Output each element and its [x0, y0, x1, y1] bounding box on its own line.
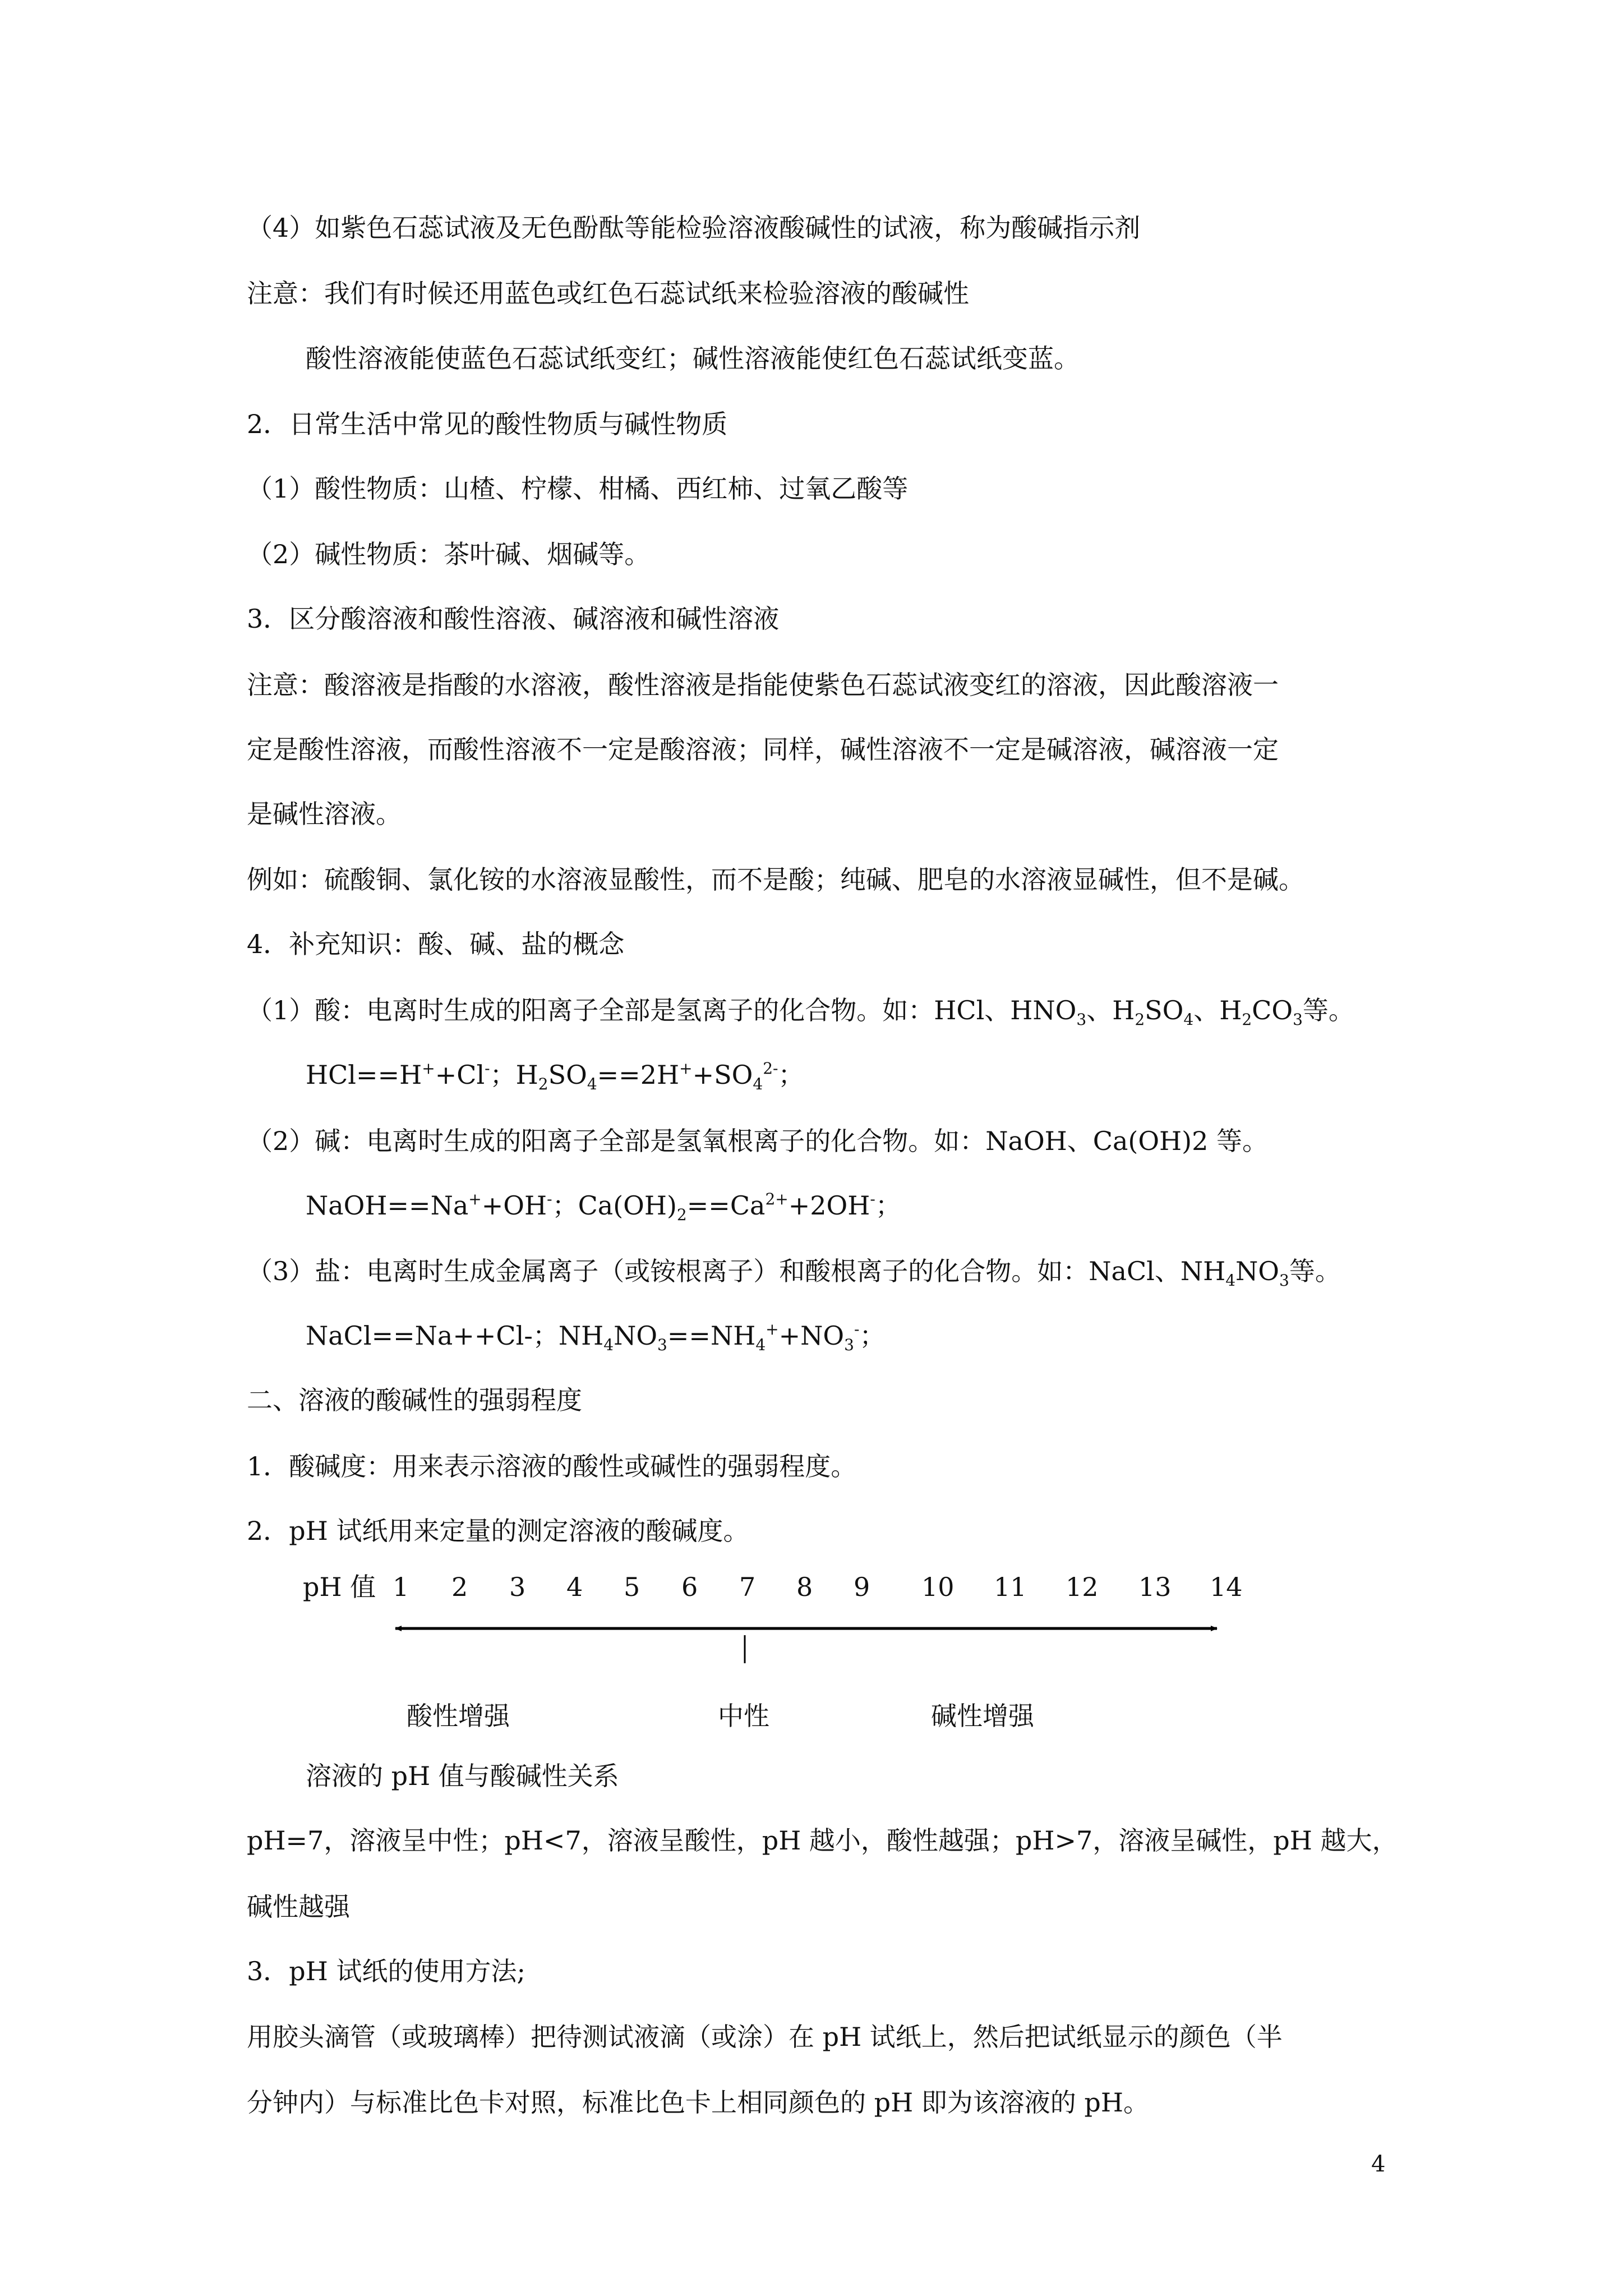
text-line: 分钟内）与标准比色卡对照，标准比色卡上相同颜色的 pH 即为该溶液的 pH。 [247, 2087, 1149, 2118]
ph-number: 14 [1210, 1572, 1243, 1602]
ph-number: 4 [566, 1572, 583, 1602]
page-number: 4 [1371, 2151, 1386, 2177]
section-heading: 2．日常生活中常见的酸性物质与碱性物质 [247, 409, 728, 439]
text-line: 是碱性溶液。 [247, 799, 402, 829]
ph-number: 6 [681, 1572, 698, 1602]
ph-value-label: pH 值 [303, 1572, 376, 1602]
neutral-label: 中性 [718, 1701, 769, 1731]
ph-number-row [393, 1572, 1243, 1602]
text-line: （2）碱性物质：茶叶碱、烟碱等。 [247, 539, 651, 569]
ph-number: 5 [624, 1572, 640, 1602]
text-line: 2．pH 试纸用来定量的测定溶液的酸碱度。 [247, 1516, 749, 1546]
acid-equation: HCl==H++Cl-；$H_2SO_4==2H^++SO_4^{2-}$； [306, 1059, 804, 1093]
ph-number: 8 [796, 1572, 813, 1602]
ph-number: 2 [451, 1572, 468, 1602]
ph-number: 11 [994, 1572, 1027, 1602]
text-line: （4）如紫色石蕊试液及无色酚酞等能检验溶液酸碱性的试液，称为酸碱指示剂 [247, 213, 1141, 243]
text-line: 1．酸碱度：用来表示溶液的酸性或碱性的强弱程度。 [247, 1451, 857, 1481]
base-label: 碱性增强 [931, 1701, 1034, 1731]
ph-scale-diagram [0, 1537, 1623, 1739]
ph-number: 7 [739, 1572, 756, 1602]
base-definition: （2）碱：电离时生成的阳离子全部是氢氧根离子的化合物。如：NaOH、Ca(OH)2 等。 [247, 1126, 1268, 1156]
salt-equation: NaCl==Na++Cl-；$NH_4NO_3==NH_4^++NO_3^-$； [306, 1320, 886, 1354]
text-line: 碱性越强 [247, 1892, 350, 1922]
text-line: 酸性溶液能使蓝色石蕊试纸变红；碱性溶液能使红色石蕊试纸变蓝。 [306, 343, 1080, 374]
salt-definition: （3）盐：电离时生成金属离子（或铵根离子）和酸根离子的化合物。如：NaCl、$NH_4NO_3$等。 [247, 1256, 1341, 1290]
ph-number: 13 [1138, 1572, 1172, 1602]
text-line: （1）酸性物质：山楂、柠檬、柑橘、西红柿、过氧乙酸等 [247, 473, 909, 504]
section-heading: 3．pH 试纸的使用方法; [247, 1956, 525, 1986]
example-line: 例如：硫酸铜、氯化铵的水溶液显酸性，而不是酸；纯碱、肥皂的水溶液显碱性，但不是碱。 [247, 864, 1304, 895]
ph-number: 1 [393, 1572, 409, 1602]
acid-label: 酸性增强 [407, 1701, 510, 1731]
ph-number: 12 [1066, 1572, 1099, 1602]
ph-number: 10 [921, 1572, 955, 1602]
acid-definition: （1）酸：电离时生成的阳离子全部是氢离子的化合物。如：HCl、$HNO_3$、$H_2SO_4$、$H_2CO_3$等。 [247, 995, 1354, 1029]
ph-number: 9 [854, 1572, 870, 1602]
ph-relation-caption: 溶液的 pH 值与酸碱性关系 [306, 1761, 619, 1791]
note-line: 注意：酸溶液是指酸的水溶液，酸性溶液是指能使紫色石蕊试液变红的溶液，因此酸溶液一 [247, 670, 1279, 700]
section-heading: 二、溶液的酸碱性的强弱程度 [247, 1385, 582, 1415]
ph-number: 3 [509, 1572, 526, 1602]
text-line: 定是酸性溶液，而酸性溶液不一定是酸溶液；同样，碱性溶液不一定是碱溶液，碱溶液一定 [247, 734, 1279, 765]
note-line: 注意：我们有时候还用蓝色或红色石蕊试纸来检验溶液的酸碱性 [247, 278, 969, 309]
text-line: 用胶头滴管（或玻璃棒）把待测试液滴（或涂）在 pH 试纸上，然后把试纸显示的颜色（半 [247, 2022, 1283, 2052]
section-heading: 3．区分酸溶液和酸性溶液、碱溶液和碱性溶液 [247, 604, 780, 634]
text-line: pH=7，溶液呈中性；pH<7，溶液呈酸性，pH 越小，酸性越强；pH>7，溶液呈碱性，pH 越大， [247, 1825, 1398, 1856]
base-equation: NaOH==Na++OH-；$Ca(OH)_2==Ca^{2+}+2OH^-$； [306, 1190, 901, 1224]
section-heading: 4．补充知识：酸、碱、盐的概念 [247, 929, 625, 959]
